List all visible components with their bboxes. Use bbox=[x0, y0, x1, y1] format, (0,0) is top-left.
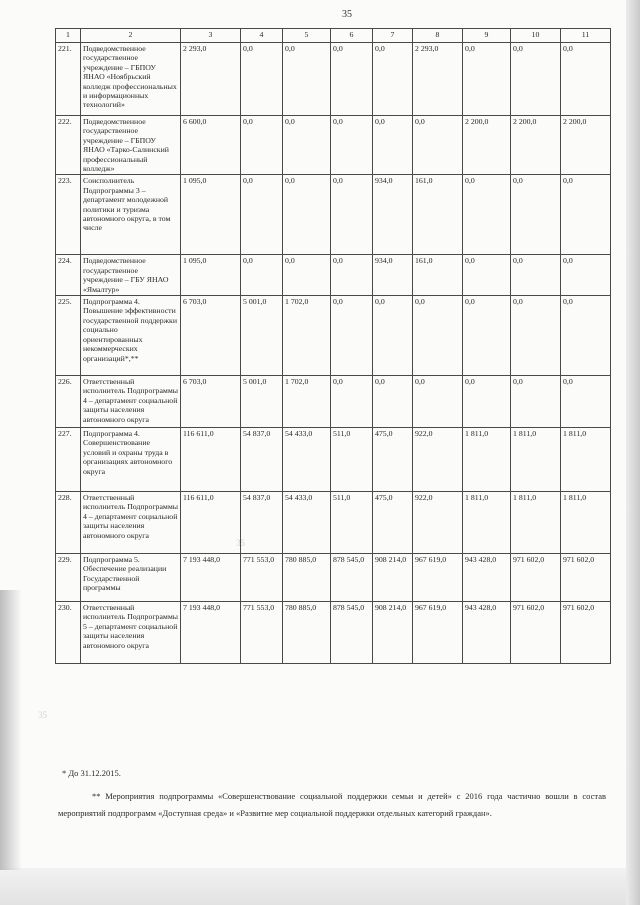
value-cell: 771 553,0 bbox=[241, 602, 283, 664]
row-name: Ответственный исполнитель Подпрограммы 4 – департамент социальной защиты населения автономного округа bbox=[81, 376, 181, 428]
value-cell: 1 811,0 bbox=[561, 492, 611, 554]
value-cell: 6 703,0 bbox=[181, 376, 241, 428]
value-cell: 54 837,0 bbox=[241, 492, 283, 554]
value-cell: 0,0 bbox=[373, 296, 413, 376]
value-cell: 0,0 bbox=[511, 376, 561, 428]
value-cell: 1 811,0 bbox=[561, 428, 611, 492]
value-cell: 5 001,0 bbox=[241, 376, 283, 428]
value-cell: 161,0 bbox=[413, 255, 463, 296]
row-number: 230. bbox=[56, 602, 81, 664]
value-cell: 6 703,0 bbox=[181, 296, 241, 376]
value-cell: 0,0 bbox=[511, 255, 561, 296]
value-cell: 878 545,0 bbox=[331, 554, 373, 602]
table-row bbox=[56, 43, 611, 116]
row-name: Подведомственное государственное учреждение – ГБПОУ ЯНАО «Тарко-Салинский профессиональный колледж» bbox=[81, 116, 181, 175]
table-row bbox=[56, 116, 611, 175]
value-cell: 0,0 bbox=[561, 296, 611, 376]
value-cell: 922,0 bbox=[413, 428, 463, 492]
row-name: Ответственный исполнитель Подпрограммы 4 – департамент социальной защиты населения автономного округа bbox=[81, 492, 181, 554]
value-cell: 878 545,0 bbox=[331, 602, 373, 664]
value-cell: 0,0 bbox=[561, 376, 611, 428]
row-number: 226. bbox=[56, 376, 81, 428]
value-cell: 0,0 bbox=[283, 255, 331, 296]
table-row bbox=[56, 376, 611, 428]
value-cell: 0,0 bbox=[561, 175, 611, 255]
table-row bbox=[56, 492, 611, 554]
funding-table bbox=[55, 28, 611, 664]
row-name: Подведомственное государственное учреждение – ГБПОУ ЯНАО «Ноябрьский колледж профессиональных и информационных технологий» bbox=[81, 43, 181, 116]
value-cell: 0,0 bbox=[463, 376, 511, 428]
row-number: 227. bbox=[56, 428, 81, 492]
row-name: Ответственный исполнитель Подпрограммы 5 – департамент социальной защиты населения автономного округа bbox=[81, 602, 181, 664]
table-row bbox=[56, 554, 611, 602]
row-name: Подпрограмма 4. Повышение эффективности государственной поддержки социально ориентированных некоммерческих организаций*,** bbox=[81, 296, 181, 376]
page-number: 35 bbox=[342, 9, 352, 20]
bleed-through-mark: 35 bbox=[236, 538, 245, 548]
value-cell: 0,0 bbox=[331, 255, 373, 296]
row-number: 224. bbox=[56, 255, 81, 296]
value-cell: 1 702,0 bbox=[283, 296, 331, 376]
value-cell: 934,0 bbox=[373, 175, 413, 255]
row-number: 221. bbox=[56, 43, 81, 116]
column-number: 3 bbox=[181, 29, 241, 43]
value-cell: 908 214,0 bbox=[373, 554, 413, 602]
value-cell: 2 200,0 bbox=[561, 116, 611, 175]
value-cell: 0,0 bbox=[241, 116, 283, 175]
value-cell: 0,0 bbox=[331, 296, 373, 376]
value-cell: 0,0 bbox=[511, 296, 561, 376]
value-cell: 2 293,0 bbox=[413, 43, 463, 116]
value-cell: 0,0 bbox=[413, 296, 463, 376]
value-cell: 0,0 bbox=[413, 116, 463, 175]
value-cell: 0,0 bbox=[463, 296, 511, 376]
row-name: Подпрограмма 5. Обеспечение реализации Государственной программы bbox=[81, 554, 181, 602]
value-cell: 1 811,0 bbox=[511, 492, 561, 554]
value-cell: 116 611,0 bbox=[181, 428, 241, 492]
column-number: 9 bbox=[463, 29, 511, 43]
value-cell: 0,0 bbox=[283, 116, 331, 175]
value-cell: 908 214,0 bbox=[373, 602, 413, 664]
value-cell: 475,0 bbox=[373, 492, 413, 554]
column-number: 11 bbox=[561, 29, 611, 43]
scan-edge-shadow-bottom bbox=[0, 868, 626, 905]
row-name: Подпрограмма 4. Совершенствование условий и охраны труда в организациях автономного округа bbox=[81, 428, 181, 492]
value-cell: 0,0 bbox=[463, 255, 511, 296]
value-cell: 922,0 bbox=[413, 492, 463, 554]
table-row bbox=[56, 255, 611, 296]
value-cell: 0,0 bbox=[561, 255, 611, 296]
value-cell: 1 095,0 bbox=[181, 255, 241, 296]
value-cell: 1 811,0 bbox=[463, 492, 511, 554]
value-cell: 0,0 bbox=[511, 43, 561, 116]
value-cell: 0,0 bbox=[561, 43, 611, 116]
value-cell: 0,0 bbox=[373, 43, 413, 116]
value-cell: 971 602,0 bbox=[561, 554, 611, 602]
value-cell: 475,0 bbox=[373, 428, 413, 492]
value-cell: 54 837,0 bbox=[241, 428, 283, 492]
value-cell: 971 602,0 bbox=[511, 602, 561, 664]
value-cell: 5 001,0 bbox=[241, 296, 283, 376]
value-cell: 0,0 bbox=[413, 376, 463, 428]
value-cell: 934,0 bbox=[373, 255, 413, 296]
column-number: 10 bbox=[511, 29, 561, 43]
row-name: Соисполнитель Подпрограммы 3 – департамент молодежной политики и туризма автономного округа, в том числе bbox=[81, 175, 181, 255]
column-number-row bbox=[56, 29, 611, 43]
row-number: 222. bbox=[56, 116, 81, 175]
value-cell: 7 193 448,0 bbox=[181, 554, 241, 602]
value-cell: 0,0 bbox=[373, 116, 413, 175]
value-cell: 54 433,0 bbox=[283, 492, 331, 554]
value-cell: 1 811,0 bbox=[511, 428, 561, 492]
value-cell: 1 702,0 bbox=[283, 376, 331, 428]
table-row bbox=[56, 296, 611, 376]
value-cell: 0,0 bbox=[283, 175, 331, 255]
table-row bbox=[56, 175, 611, 255]
value-cell: 0,0 bbox=[463, 175, 511, 255]
column-number: 1 bbox=[56, 29, 81, 43]
table-row bbox=[56, 428, 611, 492]
value-cell: 0,0 bbox=[331, 43, 373, 116]
value-cell: 967 619,0 bbox=[413, 602, 463, 664]
column-number: 7 bbox=[373, 29, 413, 43]
value-cell: 0,0 bbox=[373, 376, 413, 428]
value-cell: 0,0 bbox=[241, 175, 283, 255]
value-cell: 971 602,0 bbox=[561, 602, 611, 664]
value-cell: 0,0 bbox=[463, 43, 511, 116]
value-cell: 771 553,0 bbox=[241, 554, 283, 602]
value-cell: 971 602,0 bbox=[511, 554, 561, 602]
value-cell: 0,0 bbox=[331, 116, 373, 175]
value-cell: 116 611,0 bbox=[181, 492, 241, 554]
value-cell: 780 885,0 bbox=[283, 602, 331, 664]
value-cell: 943 428,0 bbox=[463, 554, 511, 602]
table-row bbox=[56, 602, 611, 664]
value-cell: 0,0 bbox=[241, 255, 283, 296]
value-cell: 780 885,0 bbox=[283, 554, 331, 602]
value-cell: 0,0 bbox=[241, 43, 283, 116]
value-cell: 161,0 bbox=[413, 175, 463, 255]
row-number: 228. bbox=[56, 492, 81, 554]
value-cell: 2 200,0 bbox=[511, 116, 561, 175]
value-cell: 7 193 448,0 bbox=[181, 602, 241, 664]
bleed-through-mark: 35 bbox=[38, 710, 47, 720]
value-cell: 54 433,0 bbox=[283, 428, 331, 492]
value-cell: 2 200,0 bbox=[463, 116, 511, 175]
value-cell: 0,0 bbox=[283, 43, 331, 116]
row-number: 229. bbox=[56, 554, 81, 602]
value-cell: 6 600,0 bbox=[181, 116, 241, 175]
column-number: 6 bbox=[331, 29, 373, 43]
value-cell: 511,0 bbox=[331, 428, 373, 492]
column-number: 8 bbox=[413, 29, 463, 43]
value-cell: 1 811,0 bbox=[463, 428, 511, 492]
row-name: Подведомственное государственное учреждение – ГБУ ЯНАО «Ямалтур» bbox=[81, 255, 181, 296]
row-number: 225. bbox=[56, 296, 81, 376]
value-cell: 2 293,0 bbox=[181, 43, 241, 116]
column-number: 2 bbox=[81, 29, 181, 43]
footnote-double-asterisk: ** Мероприятия подпрограммы «Совершенствование социальной поддержки семьи и детей» с 2016 года частично вошли в состав мероприятий подпрограмм «Доступная среда» и «Развитие мер социальной поддержки отдельных категорий граждан». bbox=[58, 791, 606, 818]
value-cell: 511,0 bbox=[331, 492, 373, 554]
scan-edge-shadow-left bbox=[0, 590, 22, 870]
value-cell: 0,0 bbox=[331, 376, 373, 428]
column-number: 5 bbox=[283, 29, 331, 43]
value-cell: 0,0 bbox=[511, 175, 561, 255]
row-number: 223. bbox=[56, 175, 81, 255]
footnote-single-asterisk: * До 31.12.2015. bbox=[62, 768, 121, 778]
value-cell: 967 619,0 bbox=[413, 554, 463, 602]
scan-edge-shadow-right bbox=[626, 0, 640, 905]
value-cell: 943 428,0 bbox=[463, 602, 511, 664]
column-number: 4 bbox=[241, 29, 283, 43]
value-cell: 1 095,0 bbox=[181, 175, 241, 255]
value-cell: 0,0 bbox=[331, 175, 373, 255]
